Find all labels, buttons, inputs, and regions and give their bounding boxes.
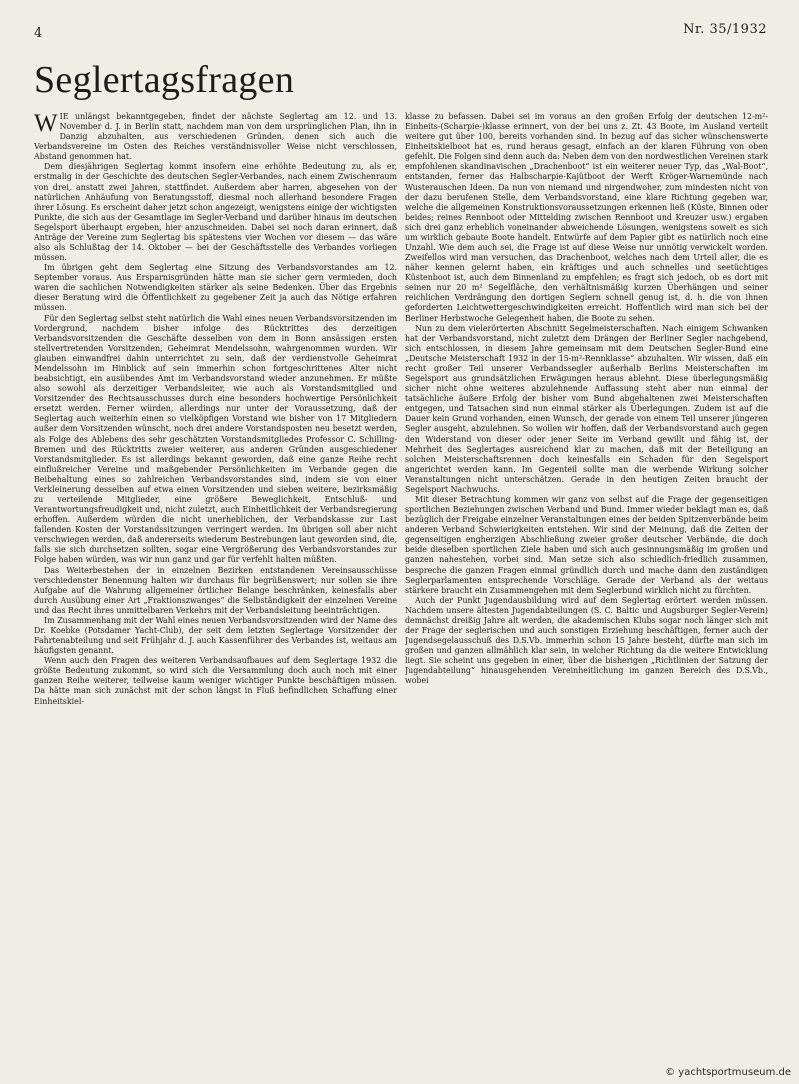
paragraph: Dem diesjährigen Seglertag kommt insofern eine erhöhte Bedeutung zu, als er, erstmalig in der Geschichte des deutschen Segler-Verbandes, nach einem Zwischenraum von drei, anstatt zwei Jahren, stattfindet. Außerdem aber harren, abgesehen von der natürlichen Anhäufung von Beratungsstoff, diesmal noch allerhand besondere Fragen ihrer Lösung. Es erscheint daher jetzt schon angezeigt, wenigstens einige der wichtigsten Punkte, die sich aus der Gesamtlage im Segler-Verband und darüber hinaus im deutschen Segelsport überhaupt ergeben, hier anzuschneiden. Dabei sei noch daran erinnert, daß Anträge der Vereine zum Seglertag bis spätestens vier Wochen vor diesem — das wäre also als Schlußtag der 14. Oktober — bei der Geschäftsstelle des Verbandes vorliegen müssen. (34, 162, 397, 263)
paragraph: Wenn auch den Fragen des weiteren Verbandsaufbaues auf dem Seglertage 1932 die größte Bedeutung zukommt, so wird sich die Versammlung doch auch noch mit einer ganzen Reihe weiterer, teilweise kaum weniger wichtiger Punkte beschäftigen müssen. Da hätte man sich zunächst mit der schon längst in Fluß befindlichen Schaffung einer Einheitskiel- (34, 656, 397, 706)
paragraph-intro (34, 112, 397, 162)
text-column-right (405, 112, 768, 1057)
paragraph: Mit dieser Betrachtung kommen wir ganz von selbst auf die Frage der gegenseitigen sportlichen Beziehungen zwischen Verband und Bund. Immer wieder beklagt man es, daß bezüglich der Freigabe einzelner Veranstaltungen eines der beiden Spitzenverbände beim anderen Verband Schwierigkeiten entstehen. Wir sind der Meinung, daß die Zeiten der gegenseitigen engherzigen Abschließung zweier großer deutscher Verbände, die doch beide dieselben sportlichen Ziele haben und sich auch gesinnungsmäßig im großen und ganzen nahestehen, vorbei sind. Man setze sich also schiedlich-friedlich zusammen, bespreche die ganzen Fragen einmal gründlich durch und mache dann den zuständigen Seglerparlamenten entsprechende Vorschläge. Gerade der Verband als der weitaus stärkere braucht ein Zusammengehen mit dem Seglerbund wirklich nicht zu fürchten. (405, 494, 768, 595)
page-number: 4 (34, 26, 43, 41)
paragraph: Im Zusammenhang mit der Wahl eines neuen Verbandsvorsitzenden wird der Name des Dr. Koebke (Potsdamer Yacht-Club), der seit dem letzten Seglertage Vorsitzender der Fahrtenabteilung und seit Frühjahr d. J. auch Kassenführer des Verbandes ist, weitaus am häufigsten genannt. (34, 615, 397, 656)
text-column-left (34, 112, 397, 1057)
intro-text: IE unlängst bekanntgegeben, findet der nächste Seglertag am 12. und 13. November d. J. in Berlin statt, nachdem man von dem ursprünglichen Plan, ihn in Danzig abzuhalten, aus verschiedenen Gründen, denen sich auch die Verbandsvereine im Osten des Reiches verständnisvoller Weise nicht verschlossen, Abstand genommen hat. (34, 112, 397, 162)
paragraph: Nun zu dem vielerörterten Abschnitt Segelmeisterschaften. Nach einigem Schwanken hat der Verbandsvorstand, nicht zuletzt dem Drängen der Berliner Segler nachgebend, sich entschlossen, in diesem Jahre gemeinsam mit dem Deutschen Segler-Bund eine „Deutsche Meisterschaft 1932 in der 15-m²-Rennklasse“ abzuhalten. Wir wissen, daß ein recht großer Teil unserer Verbandssegler außerhalb Berlins Meisterschaften im Segelsport aus grundsätzlichen Erwägungen heraus ablehnt. Diese überlegungsmäßig sicher nicht ohne weiteres abzulehnende Auffassung steht aber nun einmal der tatsächliche äußere Erfolg der bisher vom Bund abgehaltenen zwei Meisterschaften entgegen, und Tatsachen sind nun einmal stärker als Überlegungen. Zudem ist auf die Dauer kein Grund vorhanden, einen Wunsch, der gerade von einem Teil unserer jüngeren Segler ausgeht, abzulehnen. So wollen wir hoffen, daß der Verbandsvorstand auch gegen den Widerstand von dieser oder jener Seite im Verband gewillt und fähig ist, der Mehrheit des Seglertages ausreichend klar zu machen, daß mit der Beteiligung an solchen Meisterschaftsrennen doch keinesfalls ein Schaden für den Segelsport angerichtet werden kann. Im Gegenteil sollte man die werbende Wirkung solcher Veranstaltungen nicht unterschätzen. Gerade in den heutigen Zeiten braucht der Segelsport Nachwuchs. (405, 323, 768, 494)
paragraph: Auch der Punkt Jugendausbildung wird auf dem Seglertag erörtert werden müssen. Nachdem unsere ältesten Jugendabteilungen (S. C. Baltic und Augsburger Segler-Verein) demnächst dreißig Jahre alt werden, die akademischen Klubs sogar noch länger sich mit der Frage der seglerischen und auch sonstigen Erziehung beschäftigen, ferner auch der Jugendsegelausschuß des D.S.Vb. immerhin schon 15 Jahre besteht, dürfte man sich im großen und ganzen allmählich klar sein, in welcher Richtung da die weitere Entwicklung liegt. Sie scheint uns gegeben in einer, über die bisherigen „Richtlinien der Satzung der Jugendabteilung“ hinausgehenden Vereinheitlichung im ganzen Bereich des D.S.Vb., wobei (405, 595, 768, 686)
drop-cap: W (34, 112, 58, 137)
paragraph: Das Weiterbestehen der in einzelnen Bezirken entstandenen Vereinsausschüsse verschiedenster Benennung halten wir durchaus für begrüßenswert; nur sollen sie ihre Aufgabe auf die Wahrung allgemeiner örtlicher Belange beschränken, keinesfalls aber durch Ausübung einer Art „Fraktionszwanges“ die Selbständigkeit der einzelnen Vereine und das Recht ihres unmittelbaren Verkehrs mit der Verbandsleitung beeinträchtigen. (34, 565, 397, 615)
issue-number: Nr. 35/1932 (683, 22, 767, 37)
paragraph: Im übrigen geht dem Seglertag eine Sitzung des Verbandsvorstandes am 12. September voraus. Aus Ersparnisgründen hätte man sie sicher gern vermieden, doch waren die sachlichen Notwendigkeiten stärker als seine Bedenken. Über das Ergebnis dieser Beratung wird die Öffentlichkeit zu gegebener Zeit ja auch das Nötige erfahren müssen. (34, 263, 397, 313)
copyright-watermark: © yachtsportmuseum.de (665, 1067, 791, 1078)
paragraph: Für den Seglertag selbst steht natürlich die Wahl eines neuen Verbandsvorsitzenden im Vordergrund, nachdem bisher infolge des Rücktrittes des derzeitigen Verbandsvorsitzenden die Geschäfte desselben von dem in Bonn ansässigen ersten stellvertretenden Vorsitzenden, Geheimrat Mendelssohn, wahrgenommen wurden. Wir glauben einwandfrei dahin unterrichtet zu sein, daß der verdienstvolle Geheimrat Mendelssohn im Hinblick auf sein immerhin schon fortgeschrittenes Alter nicht beabsichtigt, ein ausübendes Amt im Verbandsvorstand wieder anzunehmen. Er müßte also sowohl als derzeitiger Verbandsleiter, wie auch als Vorstandsmitglied und Vorsitzender des Rechtsausschusses durch eine besonders hochwertige Persönlichkeit ersetzt werden. Ferner würden, allerdings nur unter der Voraussetzung, daß der Seglertag auch weiterhin einen so vielköpfigen Vorstand wie bisher von 17 Mitgliedern außer dem Vorsitzenden wünscht, noch drei andere Vorstandsposten neu besetzt werden, als Folge des Ablebens des sehr geschätzten Vorstandsmitgliedes Professor C. Schilling-Bremen und des Rücktritts zweier weiterer, aus anderen Gründen ausgeschiedener Vorstandsmitglieder. Es ist allerdings bekannt geworden, daß eine ganze Reihe recht einflußreicher Vereine und maßgebender Persönlichkeiten im Verbande gegen die Beibehaltung eines so zahlreichen Verbandsvorstandes sind, indem sie von einer Verkleinerung desselben auf etwa einen Vorsitzenden und sieben weitere, bezirksmäßig zu verteilende Mitglieder, eine größere Beweglichkeit, Entschluß- und Verantwortungsfreudigkeit und, nicht zuletzt, auch Einheitlichkeit der Verbandsregierung erhoffen. Außerdem würden die nicht unerheblichen, der Verbandskasse zur Last fallenden Kosten der Vorstandssitzungen verringert werden. Im übrigen soll aber nicht verschwiegen werden, daß andererseits wiederum Bestrebungen laut geworden sind, die, falls sie sich durchsetzen sollten, sogar eine Vergrößerung des Verbandsvorstandes zur Folge haben würden, was wir nun ganz und gar für verfehlt halten müßten. (34, 313, 397, 565)
paragraph: klasse zu befassen. Dabei sei im voraus an den großen Erfolg der deutschen 12-m²-Einheits-(Scharpie-)klasse erinnert, von der bei uns z. Zt. 43 Boote, im Ausland verteilt weitere gut über 100, bereits vorhanden sind. In bezug auf das sicher wünschenswerte Einheitskielboot hat es, rund heraus gesagt, einfach an der klaren Führung von oben gefehlt. Die Folgen sind denn auch da: Neben dem von den nordwestlichen Vereinen stark empfohlenen skandinavischen „Drachenboot“ ist ein weiterer neuer Typ, das „Wal-Boot“, entstanden, ferner das Halbscharpie-Kajütboot der Werft Kröger-Warnemünde nach Wusterauschen Ideen. Da nun von niemand und nirgendwoher, zum mindesten nicht von der dazu berufenen Stelle, dem Verbandsvorstand, eine klare Richtung gegeben war, welche die allgemeinen Konstruktionsvoraussetzungen erkennen ließ (Küste, Binnen oder beides; reines Rennboot oder Mittelding zwischen Rennboot und Kreuzer usw.) ergaben sich drei ganz erheblich voneinander abweichende Lösungen, wenigstens soweit es sich um wirklich gebaute Boote handelt. Entwürfe auf dem Papier gibt es natürlich noch eine Unzahl. Wie dem auch sei, die Frage ist auf diese Weise nur unnötig verwickelt worden. Zweifellos wird man versuchen, das Drachenboot, welches nach dem Urteil aller, die es näher kennen gelernt haben, ein kräftiges und auch schnelles und seetüchtiges Küstenboot ist, auch dem Binnenland zu empfehlen; es fragt sich jedoch, ob es dort mit seinen nur 20 m² Segelfläche, den verhältnismäßig kurzen Überhängen und seiner reichlichen Verdrängung den dortigen Seglern schnell genug ist, d. h. die von ihnen geforderten Leichtwettergeschwindigkeiten erreicht. Hoffentlich wird man sich bei der Berliner Herbstwoche Gelegenheit haben, die Boote zu sehen. (405, 112, 768, 323)
article-title: Seglertagsfragen (34, 59, 295, 101)
